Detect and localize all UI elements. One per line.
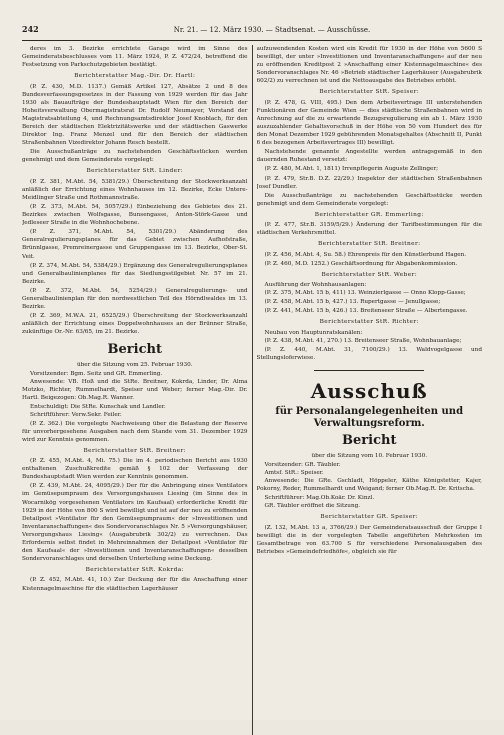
page-header bbox=[22, 24, 482, 41]
column-divider bbox=[252, 45, 253, 735]
running-head: Nr. 21. — 12. März 1930. — Stadtsenat. — Ausschüsse. bbox=[173, 26, 371, 34]
secretary-line: Schriftführer: Mag.Ob.Koär. Dr. Kinzl. bbox=[264, 495, 375, 502]
agenda-item: (P. Z. 477, Str.B. 3159/5/29.) Änderung der Tarifbestimmungen für die städtischen Verkehrsmittel. bbox=[256, 222, 482, 237]
committee-subtitle: für Personalangelegenheiten und Verwaltungsreform. bbox=[275, 406, 464, 430]
left-column bbox=[22, 45, 248, 735]
reporter-line: Berichterstatter StR. Weber: bbox=[321, 271, 418, 278]
reporter-line: Berichterstatter StR. Breitner: bbox=[83, 447, 187, 454]
agenda-item: (P. Z. 441, M.Abt. 15 b, 426.) 13. Breitenseer Straße — Albertengasse. bbox=[264, 308, 468, 315]
paragraph: aufzuwendenden Kosten wird ein Kredit für 1930 in der Höhe von 5600 S bewilligt, der unter »Investitionen und Inventaranschaffungen« auf der neu zu eröffnenden Kreditpost 2 »Anschaffung einer Kistennagelmaschine« des Sondervoranschlages Nr. 46 »Betrieb städtischer Lagerhäuser (Ausgabrubrik 602/2) zu verrechnen ist und die Nettoausgabe des Betriebes erhöht. bbox=[256, 46, 482, 85]
reporter-line: Berichterstatter StR. Linder: bbox=[86, 168, 184, 175]
agenda-item: (Z. 132, M.Abt. 13 a, 3766/29.) Der Gemeinderatsausschuß der Gruppe I bewilligt die in der vorgelegten Tabelle angeführten Mehrkosten im Gesamtbetrage von 63.700 S für verschiedene Personalausgaben des Betriebes »Gemeindefriedhöfe«, obgleich sie für bbox=[256, 524, 482, 555]
agenda-item: (P. Z. 455, M.Abt. 4, Mi. 75.) Die im 4. periodischen Bericht aus 1930 enthaltenen Zuschußkredite gemäß § 102 der Verfassung der Bundeshauptstadt Wien werden zur Kenntnis genommen. bbox=[22, 458, 248, 481]
opening-line: GR. Täubler eröffnet die Sitzung. bbox=[264, 503, 361, 510]
councillor-line: Amtsf. StR.: Speiser. bbox=[264, 469, 324, 476]
reporter-line: Berichterstatter StR. Breitner: bbox=[317, 241, 421, 248]
attendance-line: Anwesende: Die GRe. Gschladt, Höppeler, Käthe Königstetter, Kajer, Pokorny, Reder, Rummelhardt und Weigand; ferner Ob.Mag.R. Dr. Kritscha. bbox=[256, 478, 482, 493]
agenda-item: (P. Z. 372, M.Abt. 54, 5254/29.) Generalregulierungs- und Generalbaulinienplan für den nordwestlichen Teil des Hörndlwaldes im 13. Bezirke. bbox=[22, 287, 248, 311]
agenda-item: (P. Z. 430, M.D. 1137.) Gemäß Artikel 127, Absätze 2 und 8 des Bundesverfassungsgesetzes in der Fassung von 1929 werden für das Jahr 1930 als Bauaufträge der Bundeshauptstadt Wien für den Bereich der Hoheitsverwaltung Obermagistratsrat Dr. Rudolf Neumayer, Vorstand der Magistratsabteilung 4, und Rechnungsamtsdirektor Josef Knoblach, für den Bereich der städtischen Elektrizitätswerke und der städtischen Gaswerke Direktor Ing. Franz Menzel und für den Bereich der städtischen Straßenbahnen Vizedirektor Johann Resch bestellt. bbox=[22, 83, 248, 147]
attendance-line: Anwesende: VB. Hoß und die StRe. Breitner, Kokrda, Linder, Dr. Alma Motzko, Richter, Rummelhardt, Speiser und Weber; ferner Mag.-Dir. Dr. Hartl. Beigezogen: Ob.Mag.R. Wanner. bbox=[22, 379, 248, 402]
agenda-item: (P. Z. 480, M.Abt. 1, 1811) Irrenpflegerin Auguste Zellinger; bbox=[264, 166, 439, 173]
agenda-item: (P. Z. 381, M.Abt. 54, 5381/29.) Überschreitung der Stockwerksanzahl anläßlich der Errichtung eines Wohnhauses im 12. Bezirke, Ecke Untere-Meidlinger Straße und Rothmannstraße. bbox=[22, 178, 248, 201]
paragraph: Die Ausschußanträge zu nachstehenden Geschäftsstücken werden genehmigt und dem Gemeinderate vorgelegt: bbox=[22, 149, 248, 164]
page-number: 242 bbox=[22, 24, 39, 34]
agenda-item: (P. Z. 460, M.D. 1252.) Geschäftsordnung für Abgabenkommission. bbox=[264, 260, 458, 267]
agenda-item: (P. Z. 452, M.Abt. 41, 10.) Zur Deckung der für die Anschaffung einer Kistennagelmaschine für die städtischen Lagerhäuser bbox=[22, 577, 248, 592]
reporter-line: Berichterstatter StR. Kokrda: bbox=[85, 567, 184, 574]
reporter-line: Berichterstatter Mag.-Dir. Dr. Hartl: bbox=[74, 73, 196, 80]
agenda-item: (P. Z. 375, M.Abt. 15 b, 411) 13. Weinzierlgasse — Onno Klopp-Gasse; bbox=[264, 290, 466, 297]
secretary-line: Schriftführer: Verw.Sekr. Feiler. bbox=[30, 412, 122, 419]
agenda-item: (P. Z. 479, Str.B. D.Z. 22/29.) Inspektor der städtischen Straßenbahnen Josef Dundler. bbox=[256, 175, 482, 190]
agenda-item: (P. Z. 458, M.Abt. 15 b, 427.) 13. Rupertgasse — Jenullgasse; bbox=[264, 299, 441, 306]
subheading: Neubau von Hauptunratskanälen: bbox=[264, 329, 363, 336]
text-columns bbox=[22, 45, 482, 735]
section-rule bbox=[314, 370, 424, 371]
reporter-line: Berichterstatter StR. Speiser: bbox=[319, 89, 420, 96]
agenda-item: (P. Z. 438, M.Abt. 41, 270.) 13. Breitenseer Straße, Wohnbauanlage; bbox=[264, 337, 462, 344]
agenda-item: (P. Z. 371, M.Abt. 54, 5301/29.) Abänderung des Generalregulierungsplanes für das Gebiet zwischen Aufhofstraße, Brünnlgasse, Premreinergasse und Gruppengasse im 13. Bezirke, Ober-St. Veit. bbox=[22, 229, 248, 260]
paragraph: Nachstehende genannte Angestellte werden antragsgemäß in den dauernden Ruhestand versetzt: bbox=[256, 149, 482, 164]
committee-title: Ausschuß bbox=[310, 378, 428, 403]
paragraph: Die Ausschußanträge zu nachstehenden Geschäftsstücke werden genehmigt und dem Gemeinderate vorgelegt: bbox=[256, 192, 482, 207]
agenda-item: (P. Z. 456, M.Abt. 4, Su. 58.) Ehrenpreis für den Künstlerbund Hagen. bbox=[264, 251, 467, 258]
section-subtitle: über die Sitzung vom 10. Februar 1930. bbox=[311, 452, 427, 459]
chair-line: Vorsitzender: GR. Täubler. bbox=[264, 461, 341, 468]
chair-line: Vorsitzender: Bgm. Seitz und GR. Emmerling. bbox=[30, 370, 163, 377]
agenda-item: (P. Z. 478, G. VIII, 495.) Den dem Arbeitsvertrage III unterstehenden Funktionären der Gemeinde Wien — dies städtische Straßenbahnen wird in Anrechnung auf die zu erwartende Bezugsregulierung ein ab 1. März 1930 auszuzahlender Gehaltsvorschuß in der Höhe von 50 vom Hundert des für den Monat Dezember 1929 gebührenden Monatsgehaltes (Abschnitt II, Punkt 6 des bezogenen Arbeitsvertrages III) bewilligt. bbox=[256, 99, 482, 147]
agenda-item: (P. Z. 369, M.W.A. 21, 6525/29.) Überschreitung der Stockwerksanzahl anläßlich der Errichtung eines Doppelwohnhauses an der Brünner Straße, zukünftige Or.-Nr. 63/65, im 21. Bezirke. bbox=[22, 313, 248, 336]
agenda-item: (P. Z. 439, M.Abt. 24, 4095/29.) Der für die Anbringung eines Ventilators im Gemüsepumpraum des Versorgungshauses Liesing (im Sinne des in Wocarnikög vorgesehenen Ventilators im Kaufsaal) erforderliche Kredit für 1929 in der Höhe von 800 S wird bewilligt und ist auf der neu zu eröffnenden Detailpost »Ventilator für den Gemüsepumpraum« der »Investitionen und Inventaranschaffungen« des Sondervoranschlages Nr. 5 »Versorgungshäuser, Versorgungshaus Liesing« (Ausgabrubrik 302/2) zu verrechnen. Das Erfordernis selbst findet in Mehreinnahmen der Detailpost »Ventilator für den Kaufsaal« der »Investitionen und Inventaranschaffungen« desselben Sondervoranschlages und derselben Unterteilung seine Deckung. bbox=[22, 483, 248, 563]
reporter-line: Berichterstatter GR. Emmerling: bbox=[314, 211, 424, 218]
agenda-item: (P. Z. 440, M.Abt. 31, 7100/29.) 13. Waldvogelgasse und Stellungsloferwiese. bbox=[256, 346, 482, 361]
right-column bbox=[257, 45, 483, 735]
agenda-item: (P. Z. 373, M.Abt. 54, 5057/29.) Einbeziehung des Gebietes des 21. Bezirkes zwischen Wolfsgasse, Bunsengasse, Anton-Störk-Gasse und Jedleseer Straße in die Wohnhochebene. bbox=[22, 203, 248, 227]
reporter-line: Berichterstatter GR. Speiser: bbox=[320, 514, 419, 521]
reporter-line: Berichterstatter StR. Richter: bbox=[319, 319, 419, 326]
excused-line: Entschuldigt: Die StRe. Kunschak und Landler. bbox=[30, 404, 166, 411]
subheading: Ausführung der Wohnhausanlagen: bbox=[264, 281, 367, 288]
section-title: Bericht bbox=[107, 342, 162, 358]
agenda-item: (P. Z. 374, M.Abt. 54, 5384/29.) Ergänzung des Generalregulierungsplanes und Generalbaulinienplanes für das Siedlungsstilgebiet Nr. 57 im 21. Bezirke. bbox=[22, 262, 248, 285]
paragraph: deres im 3. Bezirke errichtete Garage wird im Sinne des Gemeinderatsbeschlusses vom 11. März 1924, P. Z. 472/24, betreffend die Festsetzung von Parkschutzgebieten bestätigt. bbox=[22, 46, 248, 69]
section-subtitle: über die Sitzung vom 25. Februar 1930. bbox=[76, 361, 193, 368]
agenda-item: (P. Z. 362.) Die vorgelegte Nachweisung über die Belastung der Reserve für unvorhergesehene Ausgaben nach dem Stande vom 31. Dezember 1929 wird zur Kenntnis genommen. bbox=[22, 420, 248, 443]
section-title: Bericht bbox=[342, 433, 397, 449]
